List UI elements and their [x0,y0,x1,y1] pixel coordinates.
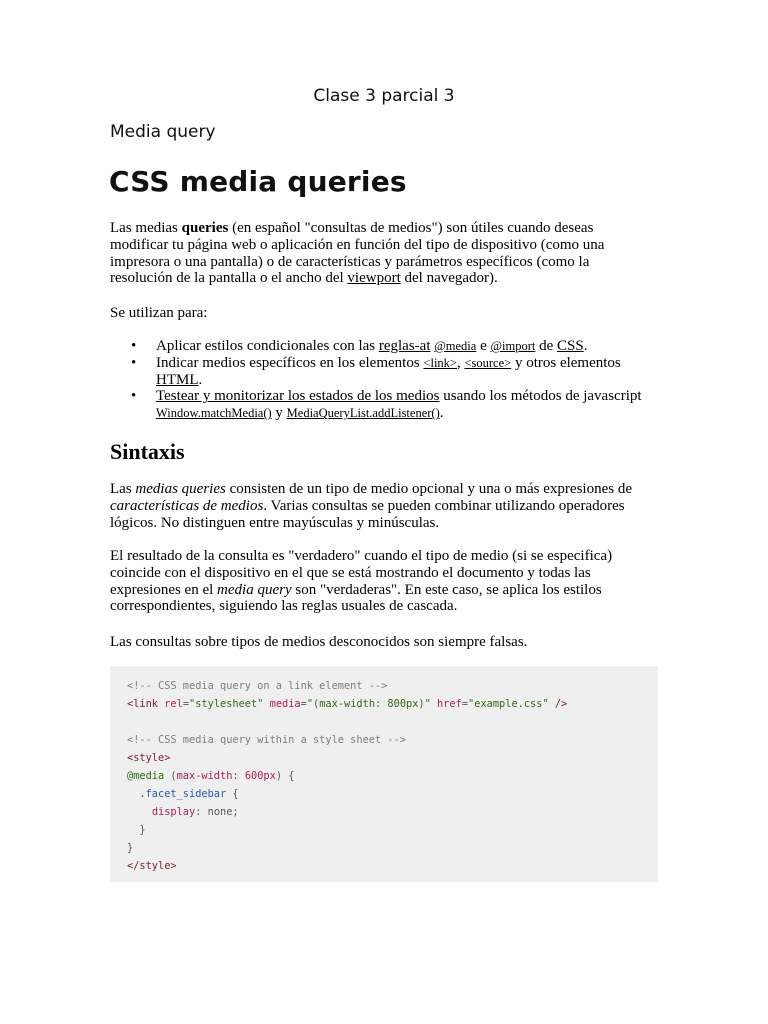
code-token: (max-width: 800px) [313,698,425,710]
code-token: "stylesheet" [189,698,264,710]
text: del navegador). [400,270,498,287]
list-item [110,388,650,422]
code-token: media [269,698,301,710]
code-line [127,788,239,800]
text: Las medias [110,220,182,236]
code-line: <link rel="stylesheet" media="(max-width: 800px)" href="example.css" /> [127,698,568,710]
code-token: .facet_sidebar [139,788,227,800]
text: usando los métodos de javascript [439,388,642,405]
syntax-paragraph [110,481,650,531]
bullet-icon: • [131,354,137,371]
code-token: 600px [244,770,276,782]
text: . [439,405,444,422]
link-element-link[interactable]: <link> [423,355,457,370]
result-paragraph [110,548,650,615]
code-line [127,806,239,818]
code-token: "example.css" [468,698,549,710]
code-token: ) { [275,770,295,782]
code-token: : none; [195,806,239,818]
list-item [110,338,650,355]
code-block [110,666,658,882]
code-token: } [139,824,146,836]
code-token: " [424,698,431,710]
code-token: max-width [176,770,233,782]
syntax-heading: Sintaxis [110,439,185,464]
code-line [127,824,146,836]
article-heading: CSS media queries [109,165,407,198]
text: , [456,354,465,371]
text: de [535,338,557,354]
import-link[interactable]: @import [490,339,536,353]
list-item [110,355,650,389]
code-token: <link [127,698,158,710]
code-token: href [437,698,462,710]
text: y [271,405,287,422]
text: . Varias consultas se pueden combinar utilizando operadores lógicos. No distinguen entre mayúsculas y minúsculas. [110,497,625,531]
intro-paragraph [110,220,650,287]
code-line [127,770,294,782]
uses-paragraph: Se utilizan para: [110,305,208,321]
bullet-icon: • [131,388,137,405]
reglas-at-link[interactable]: reglas-at [378,338,431,354]
css-link[interactable]: CSS [557,338,584,354]
text: El resultado de la consulta es "verdadero" cuando el tipo de medio (si se especifica) coincide con el dispositivo en el que se está mostrando el documento y todas las expresiones en el [110,548,613,598]
text: son "verdaderas". En este caso, se aplica los estilos correspondientes, siguiendo las reglas usuales de cascada. [110,581,602,615]
text: consisten de un tipo de medio opcional y una o más expresiones de [225,481,632,497]
uses-list [110,338,650,422]
html-link[interactable]: HTML [156,371,199,388]
bullet-icon: • [131,338,137,354]
italic-text: características de medios [110,497,264,514]
matchmedia-link[interactable]: Window.matchMedia() [156,406,272,421]
code-line: <style> [127,752,171,764]
viewport-link[interactable]: viewport [347,270,401,287]
page-subtitle: Media query [110,122,216,142]
text: y otros elementos [511,354,621,371]
code-token: " [306,698,314,710]
text: Aplicar estilos condicionales con las [156,338,379,354]
bold-text: queries [181,220,229,236]
text: Las [110,481,136,497]
code-line: } [127,842,134,854]
code-token: ( [170,770,177,782]
code-token: display [151,806,196,818]
code-token: /> [554,698,568,710]
code-token: : [232,770,239,782]
addlistener-link[interactable]: MediaQueryList.addListener() [286,406,440,421]
text: . [583,338,588,354]
text: (en español "consultas de medios") son útiles cuando deseas modificar tu página web o aplicación en función del tipo de dispositivo (como una impresora o una pantalla) o de características y parámetros específicos (como la resolución de la pantalla o el ancho del [110,220,605,287]
code-token: rel [164,698,183,710]
italic-text: media query [217,581,292,598]
media-link[interactable]: @media [434,339,477,353]
unknown-media-paragraph: Las consultas sobre tipos de medios desconocidos son siempre falsas. [110,634,528,650]
source-element-link[interactable]: <source> [464,355,512,370]
italic-text: medias queries [135,481,226,497]
text: Indicar medios específicos en los elementos [156,354,424,371]
code-token: @media [127,770,165,782]
text: . [198,371,203,388]
page-title: Clase 3 parcial 3 [313,86,455,106]
code-line: <!-- CSS media query on a link element --> [127,680,388,692]
code-line: <!-- CSS media query within a style sheet --> [127,734,406,746]
code-line: </style> [127,860,177,872]
testing-media-link[interactable]: Testear y monitorizar los estados de los medios [156,388,440,405]
text: e [476,338,491,354]
code-token: { [232,788,239,800]
